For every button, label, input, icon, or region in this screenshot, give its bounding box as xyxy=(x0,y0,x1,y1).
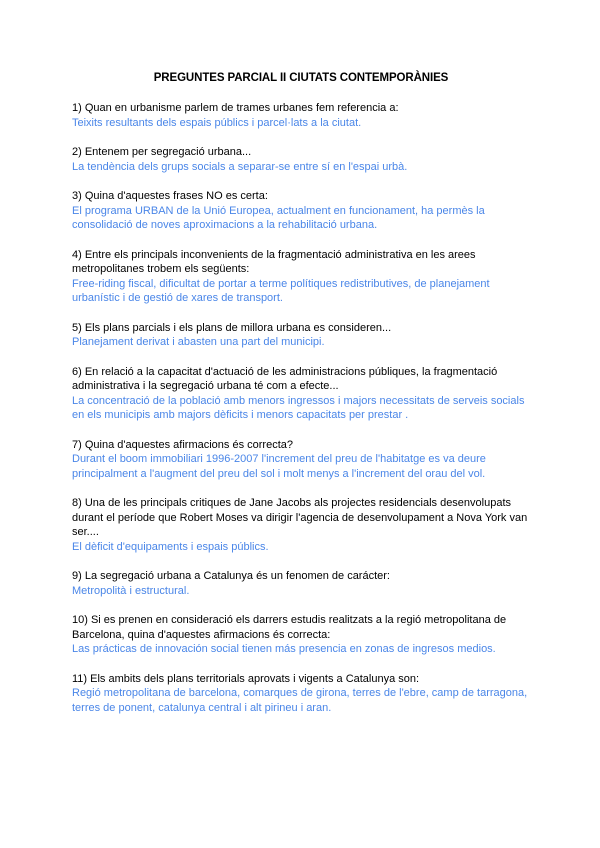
question-text: 2) Entenem per segregació urbana... xyxy=(72,146,252,158)
question-text: 8) Una de les principals critiques de Jane Jacobs als projectes residencials desenvolupats durant el període que Robert Moses va dirigir l'agencia de desenvolupament a Nova York van ser.... xyxy=(72,497,528,538)
question-text: 4) Entre els principals inconvenients de la fragmentació administrativa en les arees metropolitanes trobem els següents: xyxy=(72,248,476,275)
answer-text: Regió metropolitana de barcelona, comarques de girona, terres de l'ebre, camp de tarragona, terres de ponent, catalunya central i alt pirineu i aran. xyxy=(72,687,528,714)
question-block-2 xyxy=(72,145,530,174)
question-text: 11) Els ambits dels plans territorials aprovats i vigents a Catalunya son: xyxy=(72,672,420,685)
answer-text: La concentració de la població amb menors ingressos i majors necessitats de serveis socials en els municipis amb majors dèficits i menors capacitats per prestar . xyxy=(72,394,525,421)
answer-text: Planejament derivat i abasten una part del municipi. xyxy=(72,336,325,348)
answer-text: Free-riding fiscal, dificultat de portar a terme polítiques redistributives, de planejament urbanístic i de gestió de xares de transport. xyxy=(72,277,490,304)
question-block-3 xyxy=(72,189,530,233)
question-text: 5) Els plans parcials i els plans de millora urbana es consideren... xyxy=(72,321,392,334)
question-text: 6) En relació a la capacitat d'actuació de les administracions públiques, la fragmentació administrativa i la segregació urbana té com a efecte... xyxy=(72,365,498,392)
question-block-5 xyxy=(72,321,530,350)
answer-text: El dèficit d'equipaments i espais públics. xyxy=(72,540,269,553)
question-block-6 xyxy=(72,365,530,423)
answer-text: La tendència dels grups socials a separar-se entre sí en l'espai urbà. xyxy=(72,160,408,173)
question-text: 9) La segregació urbana a Catalunya és un fenomen de carácter: xyxy=(72,570,390,582)
answer-text: Durant el boom immobiliari 1996-2007 l'increment del preu de l'habitatge es va deure principalment a l'augment del preu del sol i molt menys a l'increment del orau del vol. xyxy=(72,453,486,480)
question-block-9 xyxy=(72,569,530,598)
question-text: 10) Si es prenen en consideració els darrers estudis realitzats a la regió metropolitana de Barcelona, quina d'aquestes afirmacions és correcta: xyxy=(72,614,507,641)
question-text: 1) Quan en urbanisme parlem de trames urbanes fem referencia a: xyxy=(72,102,399,114)
question-text: 7) Quina d'aquestes afirmacions és correcta? xyxy=(72,438,293,451)
answer-text: Metropolità i estructural. xyxy=(72,584,190,597)
question-block-11 xyxy=(72,672,530,716)
page-title: PREGUNTES PARCIAL II CIUTATS CONTEMPORÀNIES xyxy=(153,72,449,84)
question-block-1 xyxy=(72,101,530,130)
question-block-7 xyxy=(72,438,530,482)
answer-text: Teixits resultants dels espais públics i parcel·lats a la ciutat. xyxy=(72,116,362,129)
question-text: 3) Quina d'aquestes frases NO es certa: xyxy=(72,190,268,202)
question-block-10 xyxy=(72,613,530,657)
question-block-4 xyxy=(72,248,530,306)
question-block-8 xyxy=(72,496,530,554)
answer-text: Las prácticas de innovación social tienen más presencia en zonas de ingresos medios. xyxy=(72,643,496,655)
answer-text: El programa URBAN de la Unió Europea, actualment en funcionament, ha permès la consolidació de noves aproximacions a la rehabilitació urbana. xyxy=(72,204,485,231)
